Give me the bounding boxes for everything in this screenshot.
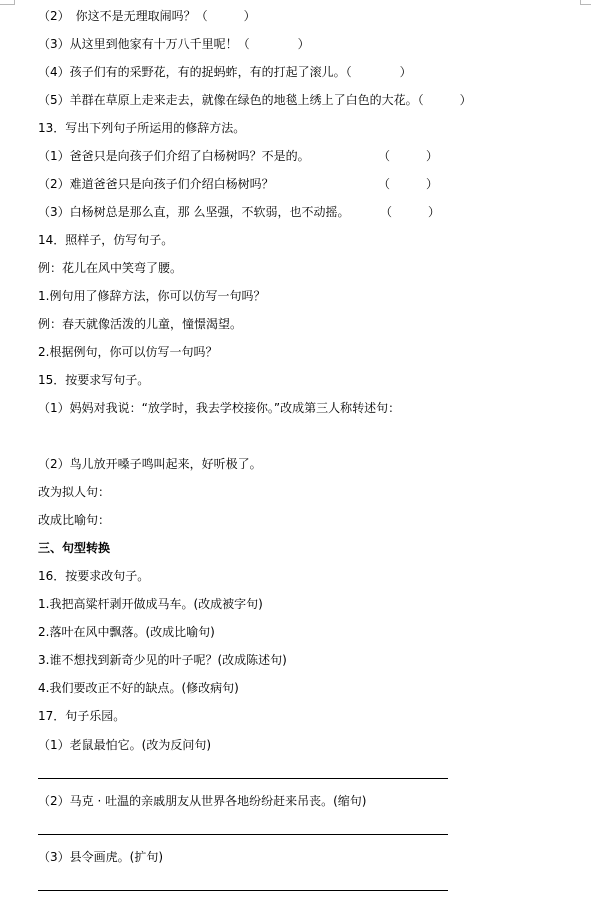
answer-blank-line-3 [38, 890, 448, 891]
question-16-heading: 16．按要求改句子。 [38, 569, 150, 583]
question-13-item-2 [38, 176, 274, 192]
question-13-heading: 13．写出下列句子所运用的修辞方法。 [38, 121, 246, 135]
exercise-12-item-2: （2） 你这不是无理取闹吗？（ ） [38, 9, 256, 23]
question-14-example-1: 例：花儿在风中笑弯了腰。 [38, 261, 183, 275]
exercise-12-item-4: （4）孩子们有的采野花，有的捉蚂蚱，有的打起了滚儿。（ ） [38, 65, 412, 79]
question-13-item-1 [38, 148, 310, 164]
question-16-item-4: 4.我们要改正不好的缺点。(修改病句) [38, 681, 239, 695]
answer-blank-line-1 [38, 778, 448, 779]
question-15-personification-prompt: 改为拟人句： [38, 485, 111, 499]
question-17-item-3: （3）县令画虎。(扩句) [38, 850, 163, 864]
question-14-heading: 14．照样子，仿写句子。 [38, 233, 174, 247]
question-17-item-1: （1）老鼠最怕它。(改为反问句) [38, 738, 211, 752]
question-15-heading: 15．按要求写句子。 [38, 373, 150, 387]
section-3-heading: 三、句型转换 [38, 541, 111, 555]
question-13-item-1-answer-paren: （ ） [378, 149, 439, 163]
question-13-item-2-text: （2）难道爸爸只是向孩子们介绍白杨树吗？ [38, 177, 274, 191]
question-15-simile-prompt: 改成比喻句： [38, 513, 111, 527]
question-16-item-2: 2.落叶在风中飘落。(改成比喻句) [38, 625, 215, 639]
question-17-heading: 17．句子乐园。 [38, 709, 126, 723]
question-15-item-1: （1）妈妈对我说：“放学时，我去学校接你。”改成第三人称转述句： [38, 401, 401, 415]
question-13-item-3-answer-paren: （ ） [380, 205, 441, 219]
question-13-item-1-text: （1）爸爸只是向孩子们介绍了白杨树吗？不是的。 [38, 149, 310, 163]
question-17-item-2: （2）马克 · 吐温的亲戚朋友从世界各地纷纷赶来吊丧。(缩句) [38, 794, 367, 808]
question-14-sub-2: 2.根据例句，你可以仿写一句吗？ [38, 345, 218, 359]
page-corner-mark-left [0, 0, 15, 5]
question-14-example-2: 例：春天就像活泼的儿童，憧憬渴望。 [38, 317, 243, 331]
question-13-item-2-answer-paren: （ ） [378, 177, 439, 191]
page-corner-mark-right [580, 0, 591, 5]
exercise-12-item-5: （5）羊群在草原上走来走去，就像在绿色的地毯上绣上了白色的大花。（ ） [38, 93, 472, 107]
question-14-sub-1: 1.例句用了修辞方法，你可以仿写一句吗？ [38, 289, 266, 303]
question-13-item-3 [38, 204, 349, 220]
question-13-item-3-text: （3）白杨树总是那么直，那 么坚强，不软弱，也不动摇。 [38, 205, 350, 219]
question-16-item-3: 3.谁不想找到新奇少见的叶子呢？(改成陈述句) [38, 653, 287, 667]
question-15-item-2: （2）鸟儿放开嗓子鸣叫起来，好听极了。 [38, 457, 262, 471]
exercise-12-item-3: （3）从这里到他家有十万八千里呢！（ ） [38, 37, 310, 51]
question-16-item-1: 1.我把高粱杆剥开做成马车。(改成被字句) [38, 597, 263, 611]
answer-blank-line-2 [38, 834, 448, 835]
